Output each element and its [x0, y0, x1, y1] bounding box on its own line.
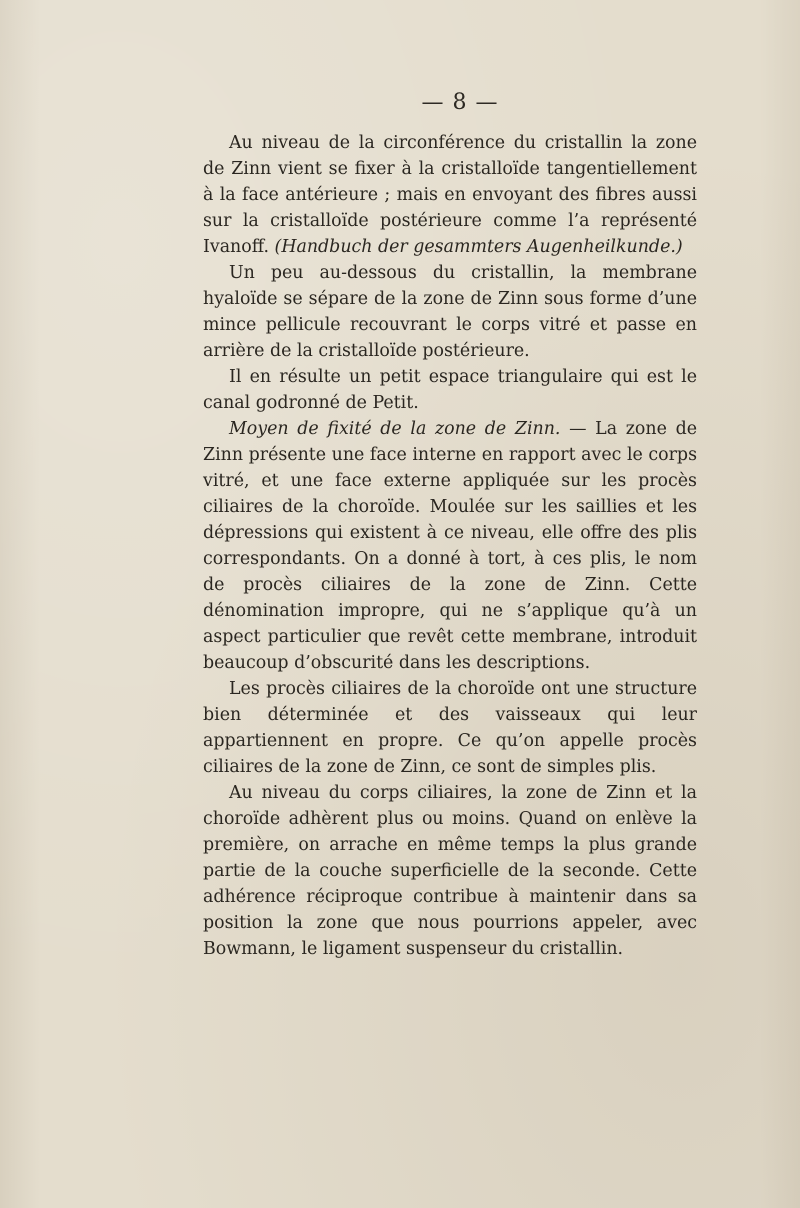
- paragraph-3: Il en résulte un petit espace triangulaire qui est le canal godronné de Petit.: [203, 367, 697, 413]
- body-text: [203, 130, 697, 962]
- paragraph-1-text: Au niveau de la circonférence du cristallin la zone de Zinn vient se fixer à la cristalloïde tangentiellement à la face antérieure ; mais en envoyant des fibres aussi sur la cristalloïde postérieure comme l’a représenté Ivanoff.: [203, 133, 697, 257]
- page-number: — 8 —: [421, 90, 499, 115]
- section-heading: Moyen de fixité de la zone de Zinn.: [229, 419, 561, 439]
- paragraph-6: Au niveau du corps ciliaires, la zone de Zinn et la choroïde adhèrent plus ou moins. Quand on enlève la première, on arrache en même temps la plus grande partie de la couche superficielle de la seconde. Cette adhérence réciproque contribue à maintenir dans sa position la zone que nous pourrions appeler, avec Bowmann, le ligament suspenseur du cristallin.: [203, 783, 697, 959]
- paragraph-4: [203, 416, 697, 676]
- paragraph-2: Un peu au-dessous du cristallin, la membrane hyaloïde se sépare de la zone de Zinn sous forme d’une mince pellicule recouvrant le corps vitré et passe en arrière de la cristalloïde postérieure.: [203, 263, 697, 361]
- paragraph-4-text: — La zone de Zinn présente une face interne en rapport avec le corps vitré, et une face externe appliquée sur les procès ciliaires de la choroïde. Moulée sur les saillies et les dépressions qui existent à ce niveau, elle offre des plis correspondants. On a donné à tort, à ces plis, le nom de procès ciliaires de la zone de Zinn. Cette dénomination impropre, qui ne s’applique qu’à un aspect particulier que revêt cette membrane, introduit beaucoup d’obscurité dans les descriptions.: [203, 419, 697, 673]
- paragraph-5: Les procès ciliaires de la choroïde ont une structure bien déterminée et des vaisseaux qui leur appartiennent en propre. Ce qu’on appelle procès ciliaires de la zone de Zinn, ce sont de simples plis.: [203, 679, 697, 777]
- citation: (Handbuch der gesammters Augenheilkunde.): [274, 237, 683, 257]
- paragraph-1: [203, 130, 697, 260]
